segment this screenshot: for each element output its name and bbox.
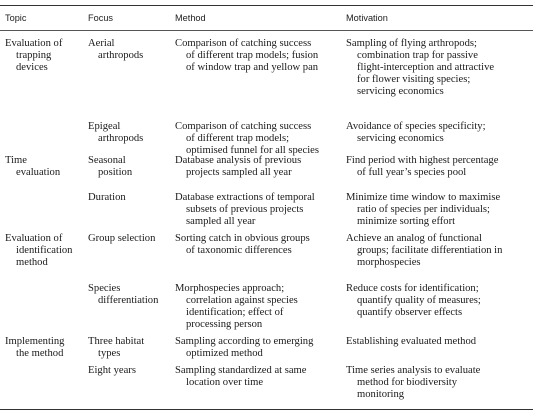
cell-focus: Aerial [88, 38, 115, 49]
cell-topic: method [16, 257, 48, 268]
cell-method: location over time [186, 377, 264, 388]
cell-method: Comparison of catching success [175, 38, 312, 49]
cell-motivation: Minimize time window to maximise [346, 192, 501, 203]
cell-focus: differentiation [98, 295, 159, 306]
cell-motivation: Find period with highest percentage [346, 155, 499, 166]
cell-motivation: Establishing evaluated method [346, 336, 477, 347]
table-header [0, 5, 533, 31]
cell-focus: Species [88, 283, 121, 294]
cell-method: subsets of previous projects [186, 204, 304, 215]
cell-motivation: servicing economics [357, 133, 444, 144]
cell-motivation: method for biodiversity [357, 377, 458, 388]
cell-method: optimised funnel for all species [186, 145, 319, 156]
cell-motivation: Avoidance of species specificity; [346, 121, 486, 132]
cell-topic: Evaluation of [5, 233, 63, 244]
cell-method: Sampling standardized at same [175, 365, 307, 376]
cell-motivation: monitoring [357, 389, 405, 400]
cell-motivation: Achieve an analog of functional [346, 233, 482, 244]
cell-topic: evaluation [16, 167, 61, 178]
header-method: Method [175, 13, 206, 23]
cell-focus: arthropods [98, 133, 144, 144]
cell-focus: Three habitat [88, 336, 145, 347]
cell-motivation: flight-interception and attractive [357, 62, 495, 73]
cell-topic: Evaluation of [5, 38, 63, 49]
cell-topic: devices [16, 62, 48, 73]
cell-focus: arthropods [98, 50, 144, 61]
cell-method: of different trap models; [186, 133, 290, 144]
cell-focus: Group selection [88, 233, 156, 244]
cell-motivation: groups; facilitate differentiation in [357, 245, 503, 256]
cell-method: processing person [186, 319, 263, 330]
cell-motivation: servicing economics [357, 86, 444, 97]
cell-method: of different trap models; fusion [186, 50, 319, 61]
cell-focus: Eight years [88, 365, 136, 376]
header-motivation: Motivation [346, 13, 388, 23]
cell-focus: Seasonal [88, 155, 126, 166]
cell-method: Comparison of catching success [175, 121, 312, 132]
cell-motivation: of full year’s species pool [357, 167, 467, 178]
cell-focus: Epigeal [88, 121, 121, 132]
cell-topic: Time [5, 155, 27, 166]
header-focus: Focus [88, 13, 114, 23]
cell-motivation: for flower visiting species; [357, 74, 471, 85]
cell-focus: position [98, 167, 133, 178]
cell-focus: Duration [88, 192, 126, 203]
cell-method: Sampling according to emerging [175, 336, 314, 347]
cell-motivation: Reduce costs for identification; [346, 283, 479, 294]
cell-method: Database extractions of temporal [175, 192, 315, 203]
cell-topic: trapping [16, 50, 52, 61]
cell-method: sampled all year [186, 216, 256, 227]
cell-method: of taxonomic differences [186, 245, 292, 256]
cell-topic: the method [16, 348, 64, 359]
cell-method: projects sampled all year [186, 167, 292, 178]
cell-method: identification; effect of [186, 307, 284, 318]
cell-motivation: Time series analysis to evaluate [346, 365, 481, 376]
cell-method: of window trap and yellow pan [186, 62, 319, 73]
cell-method: Sorting catch in obvious groups [175, 233, 310, 244]
cell-motivation: Sampling of flying arthropods; [346, 38, 477, 49]
cell-motivation: morphospecies [357, 257, 421, 268]
cell-topic: Implementing [5, 336, 65, 347]
cell-motivation: quantify observer effects [357, 307, 463, 318]
cell-motivation: minimize sorting effort [357, 216, 456, 227]
cell-method: Database analysis of previous [175, 155, 302, 166]
table-bottom-rule [0, 409, 533, 410]
cell-motivation: quantify quality of measures; [357, 295, 481, 306]
cell-motivation: ratio of species per individuals; [357, 204, 490, 215]
header-topic: Topic [5, 13, 27, 23]
cell-motivation: combination trap for passive [357, 50, 478, 61]
cell-topic: identification [16, 245, 73, 256]
cell-method: correlation against species [186, 295, 298, 306]
cell-method: Morphospecies approach; [175, 283, 285, 294]
cell-method: optimized method [186, 348, 263, 359]
cell-focus: types [98, 348, 121, 359]
